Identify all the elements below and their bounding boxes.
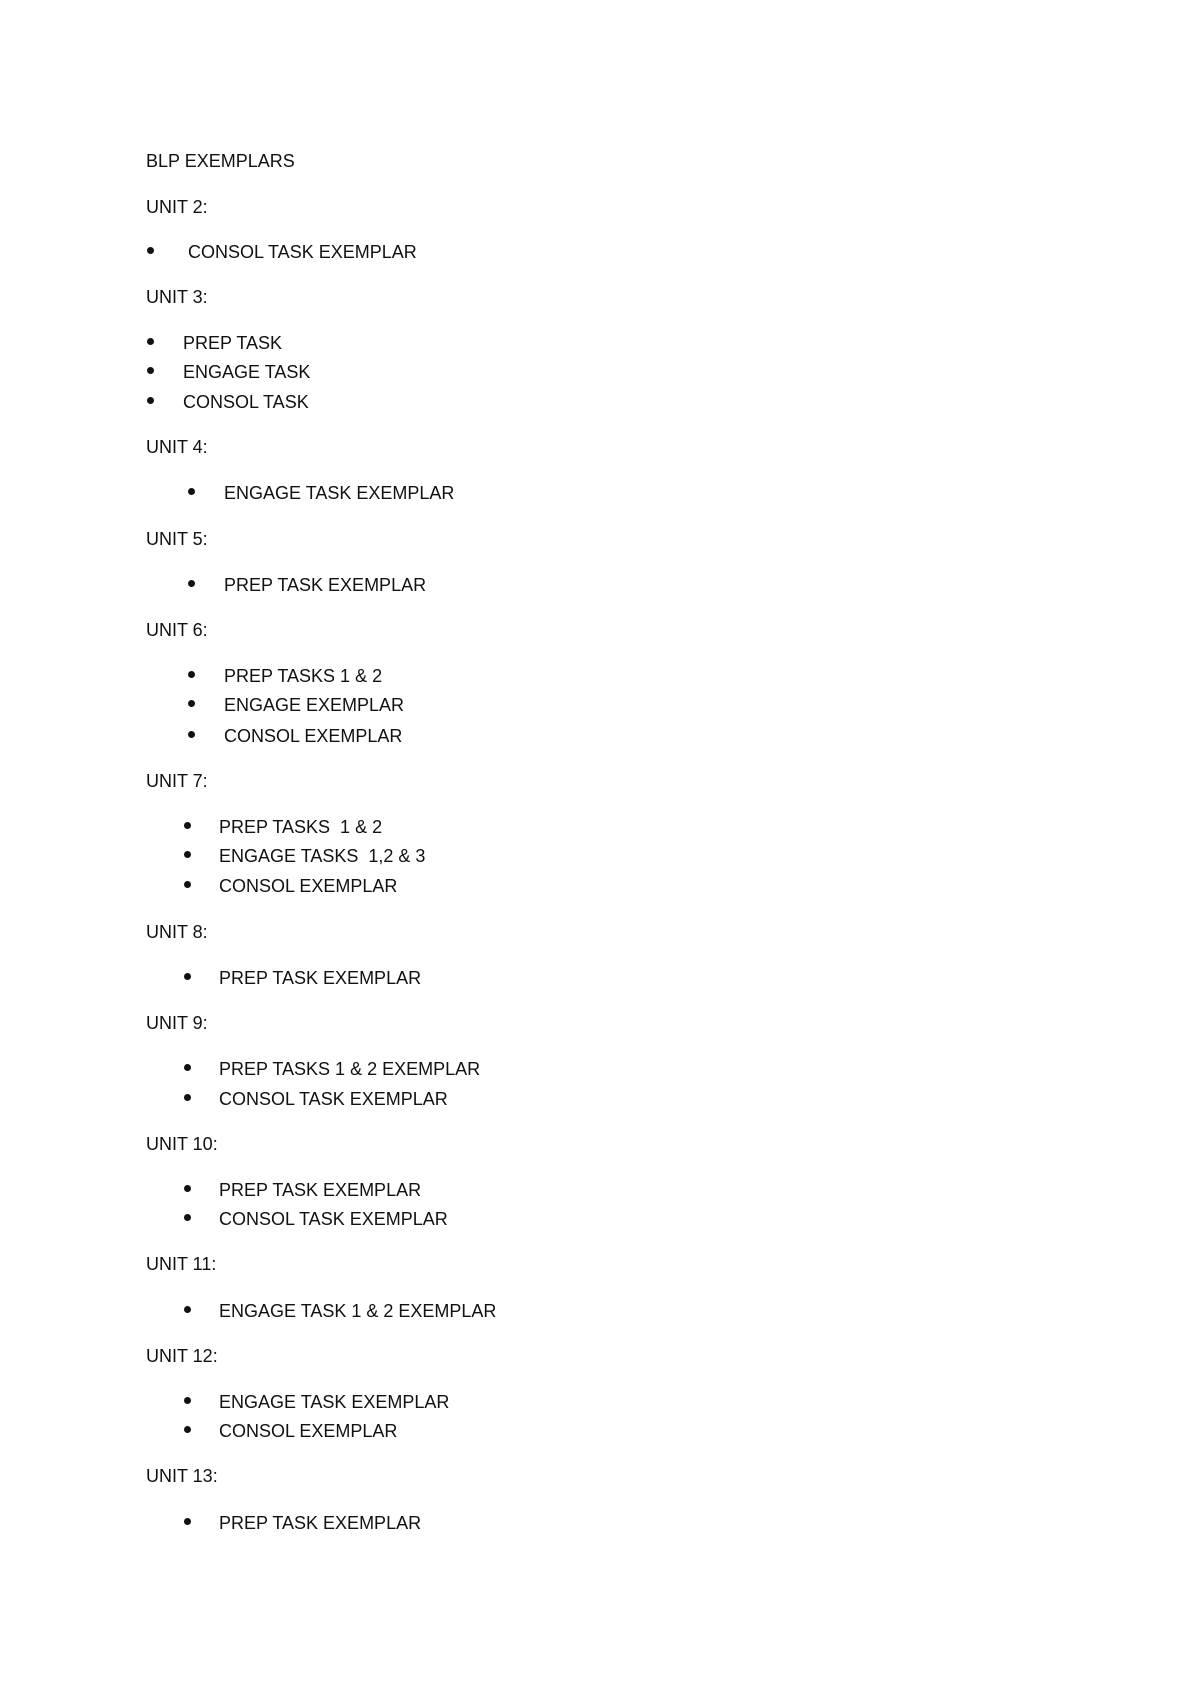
bullet-icon xyxy=(184,851,191,858)
unit-heading: UNIT 12: xyxy=(146,1346,218,1366)
list-item: PREP TASK EXEMPLAR xyxy=(219,1513,422,1533)
list-item: CONSOL EXEMPLAR xyxy=(224,726,403,746)
bullet-icon xyxy=(188,671,195,678)
list-item: PREP TASK EXEMPLAR xyxy=(219,968,422,988)
bullet-icon xyxy=(147,397,154,404)
list-item: CONSOL TASK EXEMPLAR xyxy=(219,1209,448,1229)
unit-heading: UNIT 8: xyxy=(146,922,208,942)
unit-heading: UNIT 13: xyxy=(146,1466,218,1486)
bullet-icon xyxy=(184,1064,191,1071)
list-item: PREP TASKS 1 & 2 EXEMPLAR xyxy=(219,1059,481,1079)
unit-heading: UNIT 2: xyxy=(146,197,208,217)
bullet-icon xyxy=(184,822,191,829)
bullet-icon xyxy=(188,700,195,707)
list-item: ENGAGE EXEMPLAR xyxy=(224,695,405,715)
bullet-icon xyxy=(184,973,191,980)
list-item: PREP TASK EXEMPLAR xyxy=(224,575,427,595)
bullet-icon xyxy=(184,881,191,888)
bullet-icon xyxy=(188,731,195,738)
list-item: ENGAGE TASK EXEMPLAR xyxy=(224,483,455,503)
list-item: ENGAGE TASK 1 & 2 EXEMPLAR xyxy=(219,1301,497,1321)
list-item: CONSOL TASK EXEMPLAR xyxy=(219,1089,448,1109)
bullet-icon xyxy=(184,1426,191,1433)
unit-heading: UNIT 6: xyxy=(146,620,208,640)
unit-heading: UNIT 7: xyxy=(146,771,208,791)
bullet-icon xyxy=(147,367,154,374)
bullet-icon xyxy=(184,1094,191,1101)
bullet-icon xyxy=(184,1518,191,1525)
bullet-icon xyxy=(188,488,195,495)
bullet-icon xyxy=(184,1214,191,1221)
bullet-icon xyxy=(147,247,154,254)
list-item: PREP TASKS 1 & 2 xyxy=(224,666,383,686)
unit-heading: UNIT 10: xyxy=(146,1134,218,1154)
unit-heading: UNIT 3: xyxy=(146,287,208,307)
list-item: ENGAGE TASK EXEMPLAR xyxy=(219,1392,450,1412)
unit-heading: UNIT 4: xyxy=(146,437,208,457)
unit-heading: UNIT 5: xyxy=(146,529,208,549)
bullet-icon xyxy=(184,1397,191,1404)
bullet-icon xyxy=(184,1185,191,1192)
list-item: ENGAGE TASKS 1,2 & 3 xyxy=(219,846,426,866)
unit-heading: UNIT 9: xyxy=(146,1013,208,1033)
list-item: ENGAGE TASK xyxy=(183,362,311,382)
list-item: CONSOL TASK EXEMPLAR xyxy=(183,242,417,262)
list-item: CONSOL EXEMPLAR xyxy=(219,1421,398,1441)
list-item: PREP TASKS 1 & 2 xyxy=(219,817,383,837)
bullet-icon xyxy=(184,1306,191,1313)
list-item: CONSOL TASK xyxy=(183,392,309,412)
bullet-icon xyxy=(147,338,154,345)
document-title: BLP EXEMPLARS xyxy=(146,151,295,171)
list-item: CONSOL EXEMPLAR xyxy=(219,876,398,896)
list-item: PREP TASK xyxy=(183,333,283,353)
unit-heading: UNIT 11: xyxy=(146,1254,217,1274)
bullet-icon xyxy=(188,580,195,587)
list-item: PREP TASK EXEMPLAR xyxy=(219,1180,422,1200)
